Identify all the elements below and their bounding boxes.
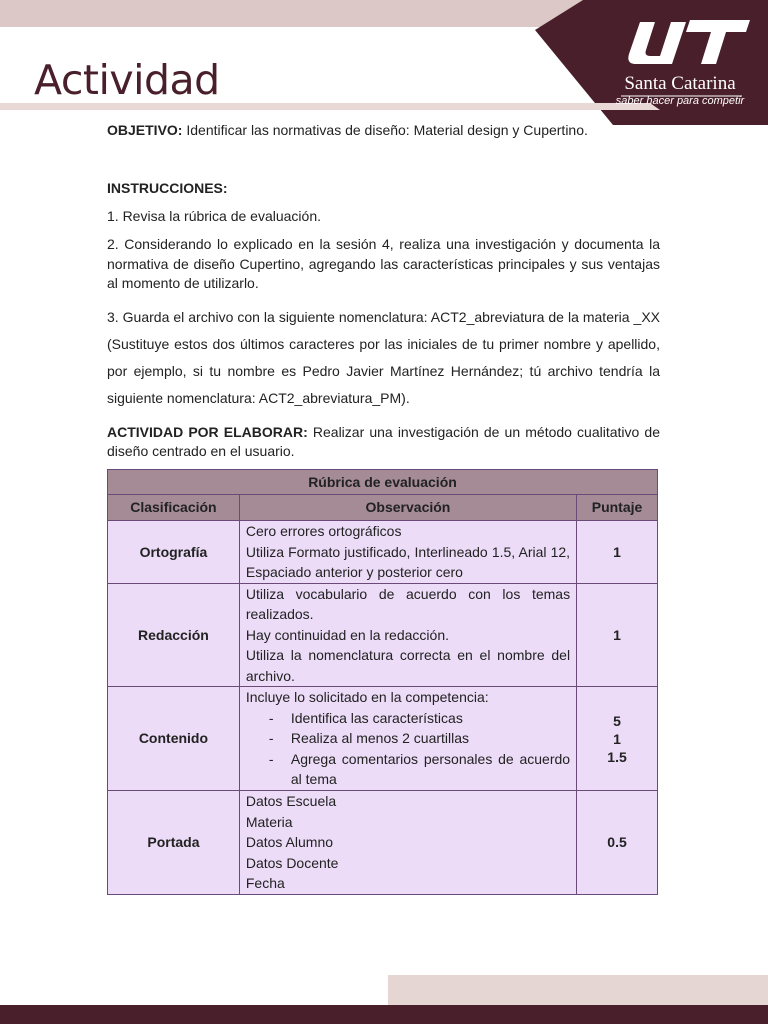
row-category: Redacción	[108, 583, 240, 687]
logo-text	[600, 74, 760, 108]
objective-text: Identificar las normativas de diseño: Material design y Cupertino.	[182, 122, 588, 138]
row-score: 1	[577, 583, 658, 687]
table-row	[108, 521, 658, 584]
observation-line: Utiliza la nomenclatura correcta en el nombre del archivo.	[245, 647, 571, 684]
column-header-classification: Clasificación	[108, 495, 240, 521]
bullet-dash: -	[268, 750, 274, 767]
score-line: 1	[613, 730, 621, 747]
score-line: 5	[613, 712, 621, 729]
footer-dark-band	[0, 1005, 768, 1024]
column-header-observation: Observación	[239, 495, 576, 521]
list-item	[246, 749, 570, 790]
observation-line: Materia	[245, 813, 293, 830]
observation-line: Hay continuidad en la redacción.	[245, 626, 449, 643]
instructions-heading: INSTRUCCIONES:	[107, 180, 228, 196]
table-row	[108, 687, 658, 791]
row-category: Contenido	[108, 687, 240, 791]
logo-campus-name: Santa Catarina	[624, 73, 736, 94]
observation-line: Utiliza Formato justificado, Interlineado 1.5, Arial 12, Espaciado anterior y posterior cero	[245, 543, 571, 580]
instruction-item: 2. Considerando lo explicado en la sesión 4, realiza una investigación y documenta la normativa de diseño Cupertino, agregando las características principales y sus ventajas al momento de utilizarlo.	[107, 236, 660, 291]
footer-light-band	[388, 975, 768, 1005]
bullet-dash: -	[268, 730, 274, 747]
activity-paragraph	[107, 423, 660, 462]
row-observation	[239, 687, 576, 791]
logo-tagline: saber hacer para competir	[615, 95, 745, 107]
observation-intro: Incluye lo solicitado en la competencia:	[245, 689, 489, 706]
activity-text: Realizar una investigación de un método cualitativo de diseño centrado en el usuario.	[107, 423, 660, 459]
row-observation	[239, 791, 576, 895]
list-item-text: Realiza al menos 2 cuartillas	[290, 730, 470, 747]
title-underline	[0, 103, 660, 110]
observation-line: Datos Docente	[245, 854, 339, 871]
objective-label: OBJETIVO:	[107, 122, 183, 138]
list-item	[246, 728, 570, 749]
header	[0, 0, 768, 125]
observation-list	[246, 708, 570, 790]
rubric-title: Rúbrica de evaluación	[108, 470, 658, 495]
column-header-score: Puntaje	[577, 495, 658, 521]
score-line: 1.5	[607, 748, 627, 765]
observation-line: Datos Escuela	[245, 793, 337, 809]
page-title: Actividad	[34, 56, 220, 104]
rubric-header-row	[108, 495, 658, 521]
list-item-text: Identifica las características	[290, 709, 463, 726]
instruction-item: 3. Guarda el archivo con la siguiente nomenclatura: ACT2_abreviatura de la materia _XX (Sustituye estos dos últimos caracteres por las iniciales de tu primer nombre y apellido, por ejemplo, si tu nombre es Pedro Javier Martínez Hernández; tú archivo tendría la siguiente nomenclatura: ACT2_abreviatura_PM).	[107, 308, 660, 406]
objective-paragraph	[107, 121, 660, 139]
document-body	[107, 121, 660, 462]
list-item-text: Agrega comentarios personales de acuerdo al tema	[290, 750, 571, 788]
table-row	[108, 791, 658, 895]
observation-line: Fecha	[245, 875, 285, 891]
row-category: Ortografía	[108, 521, 240, 584]
row-score: 1	[577, 521, 658, 584]
list-item	[246, 708, 570, 729]
observation-line: Cero errores ortográficos	[245, 523, 402, 539]
row-observation	[239, 521, 576, 584]
observation-line: Utiliza vocabulario de acuerdo con los temas realizados.	[245, 585, 571, 622]
row-category: Portada	[108, 791, 240, 895]
instruction-item: 1. Revisa la rúbrica de evaluación.	[107, 208, 322, 224]
activity-label: ACTIVIDAD POR ELABORAR:	[107, 423, 308, 440]
row-observation	[239, 583, 576, 687]
observation-line: Datos Alumno	[245, 834, 334, 850]
row-score: 0.5	[577, 791, 658, 895]
row-score	[577, 687, 658, 791]
table-row	[108, 583, 658, 687]
bullet-dash: -	[268, 709, 274, 726]
rubric-table	[107, 469, 658, 895]
